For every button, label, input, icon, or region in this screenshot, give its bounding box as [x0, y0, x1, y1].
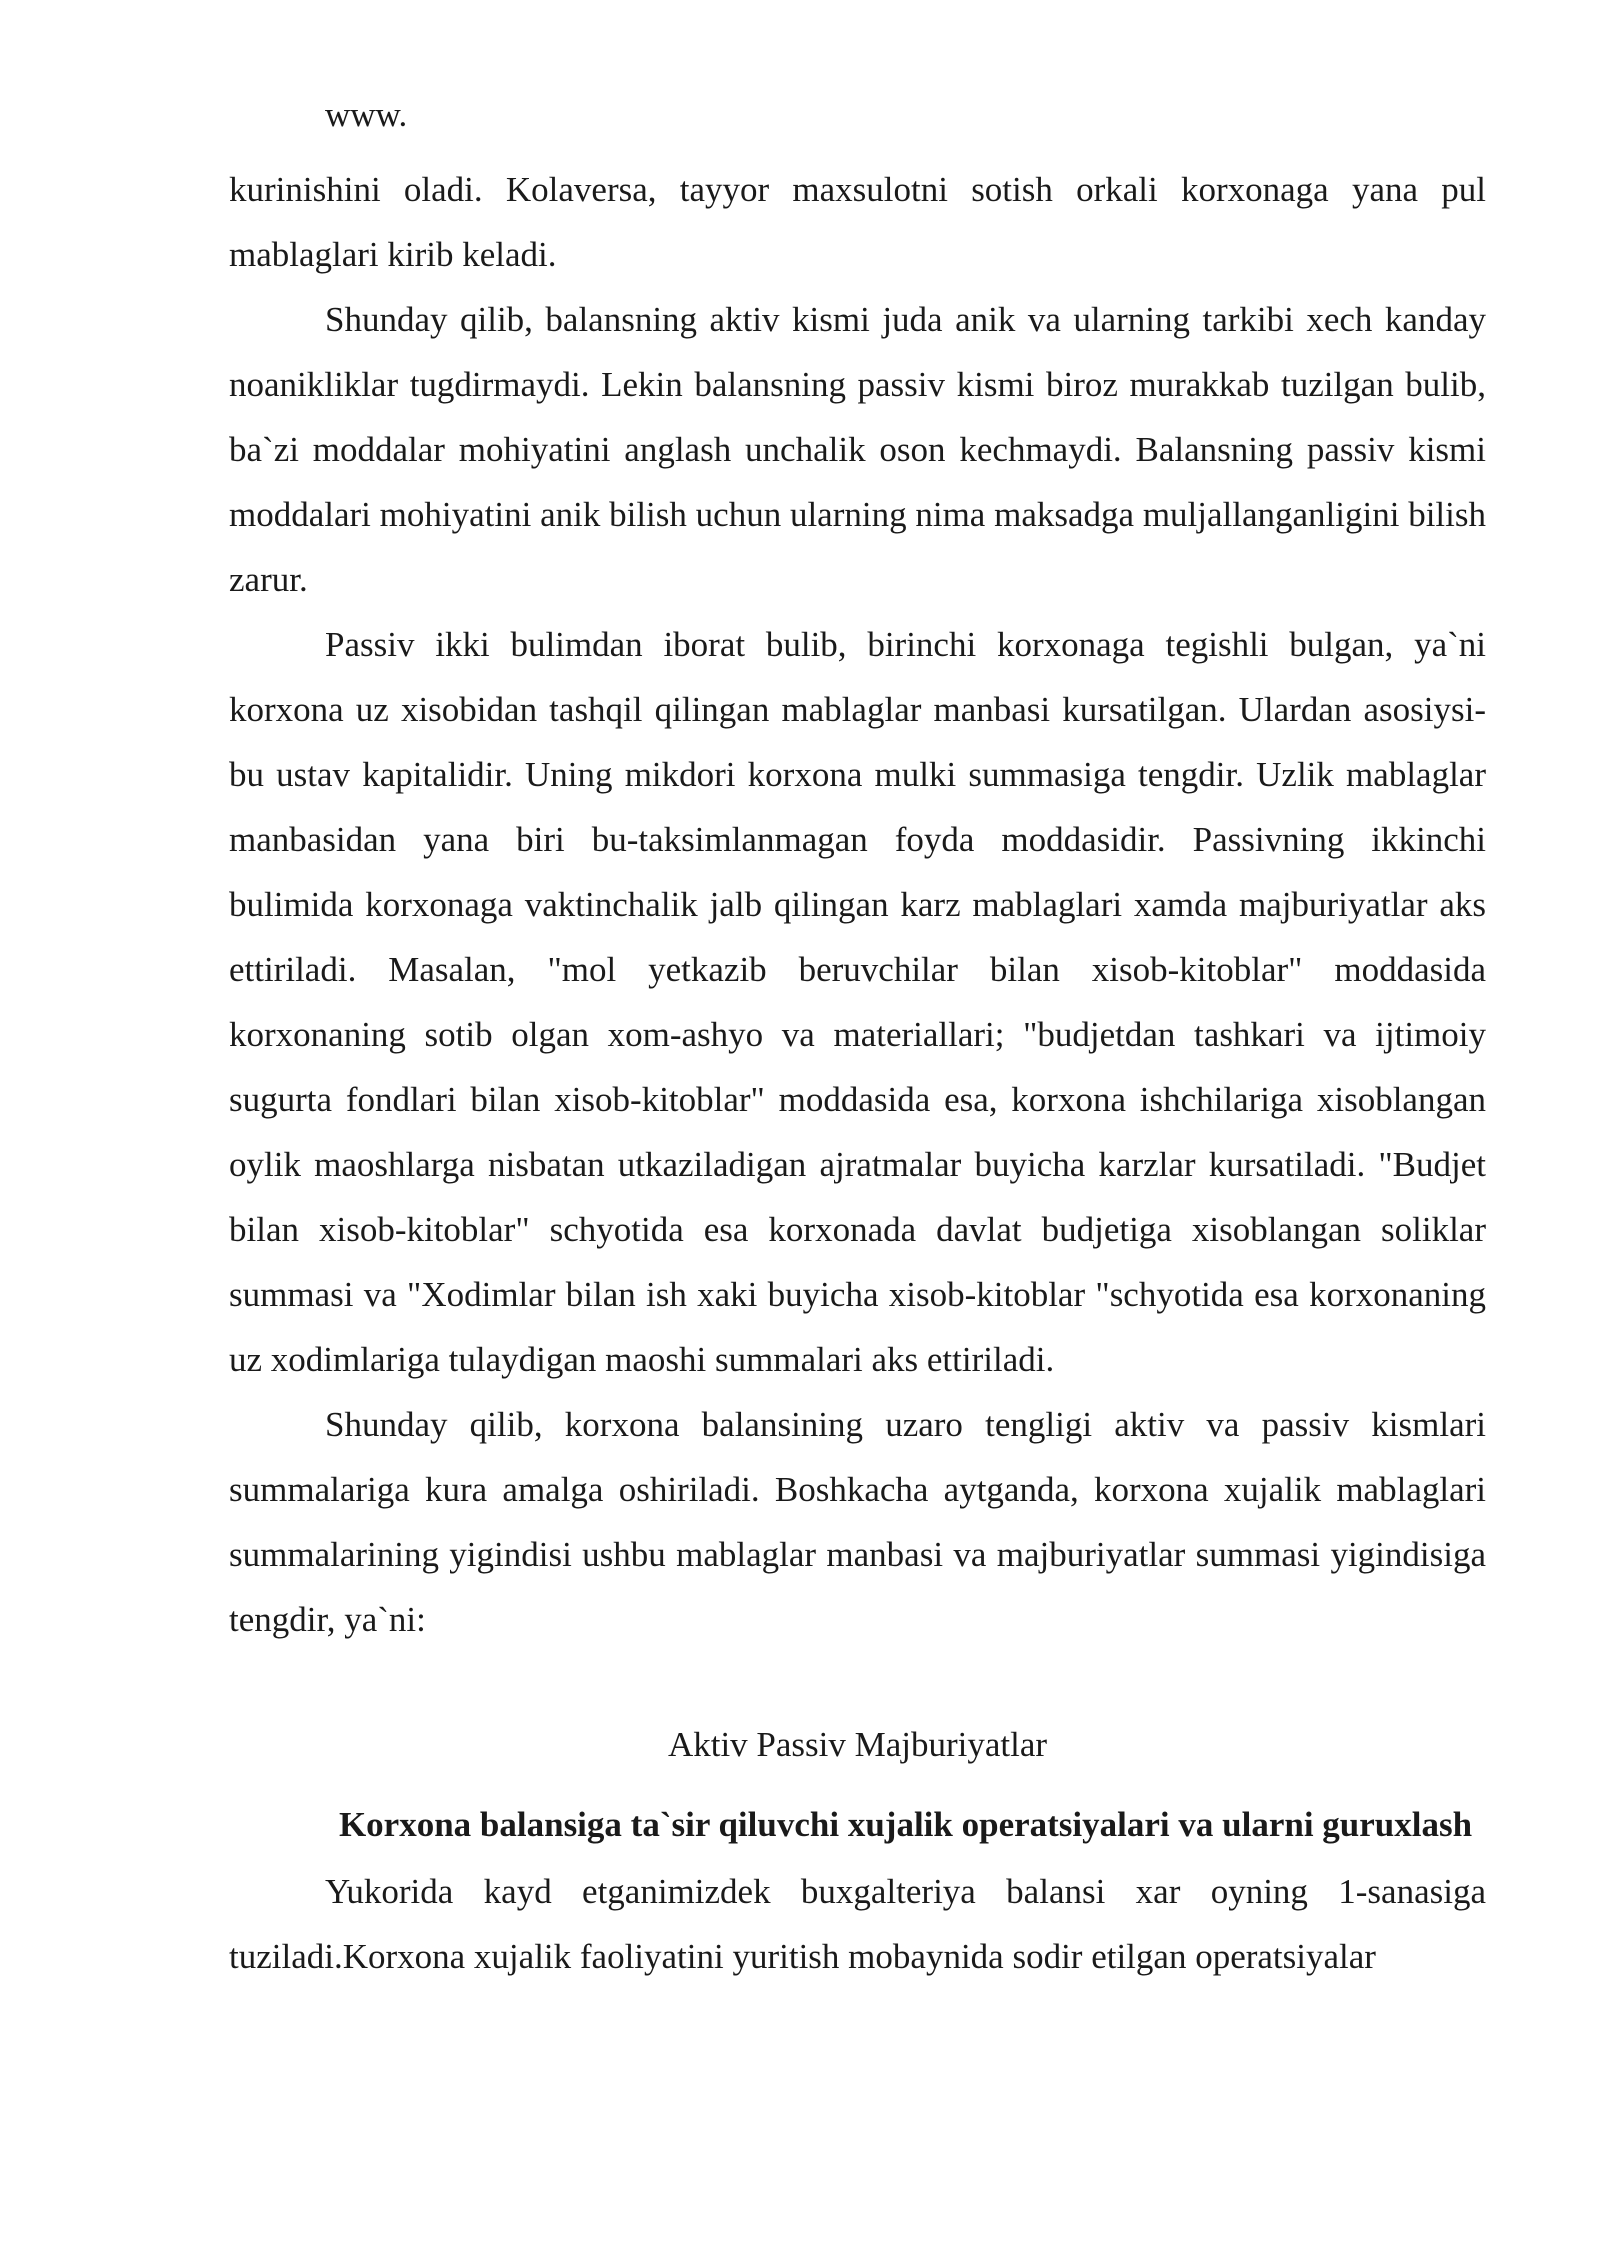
paragraph-balance-equality: Shunday qilib, korxona balansining uzaro tengligi aktiv va passiv kismlari summalariga kura amalga oshiriladi. Boshkacha aytganda, korxona xujalik mablaglari summalarining yigindisi ushbu mablaglar manbasi va majburiyatlar summasi yigindisiga tengdir, ya`ni: — [229, 1405, 1486, 1639]
paragraph-closing: Yukorida kayd etganimizdek buxgalteriya balansi xar oyning 1-sanasiga tuziladi.Korxona xujalik faoliyatini yuritish mobaynida sodir etilgan operatsiyalar — [229, 1872, 1486, 1976]
paragraph-active-part: Shunday qilib, balansning aktiv kismi juda anik va ularning tarkibi xech kanday noanikliklar tugdirmaydi. Lekin balansning passiv kismi biroz murakkab tuzilgan bulib, ba`zi moddalar mohiyatini anglash unchalik oson kechmaydi. Balansning passiv kismi moddalari mohiyatini anik bilish uchun ularning nima maksadga muljallanganligini bilish zarur. — [229, 300, 1486, 599]
paragraph-continuation: kurinishini oladi. Kolaversa, tayyor maxsulotni sotish orkali korxonaga yana pul mablaglari kirib keladi. — [229, 170, 1486, 274]
page-header-text: www. — [325, 95, 408, 134]
document-page — [229, 92, 1486, 1989]
balance-equation: Aktiv Passiv Majburiyatlar — [667, 1725, 1048, 1764]
paragraph-passive-sections: Passiv ikki bulimdan iborat bulib, birinchi korxonaga tegishli bulgan, ya`ni korxona uz xisobidan tashqil qilingan mablaglar manbasi kursatilgan. Ulardan asosiysi-bu ustav kapitalidir. Uning mikdori korxona mulki summasiga tengdir. Uzlik mablaglar manbasidan yana biri bu-taksimlanmagan foyda moddasidir. Passivning ikkinchi bulimida korxonaga vaktinchalik jalb qilingan karz mablaglari xamda majburiyatlar aks ettiriladi. Masalan, "mol yetkazib beruvchilar bilan xisob-kitoblar" moddasida korxonaning sotib olgan xom-ashyo va materiallari; "budjetdan tashkari va ijtimoiy sugurta fondlari bilan xisob-kitoblar" moddasida esa, korxona ishchilariga xisoblangan oylik maoshlarga nisbatan utkaziladigan ajratmalar buyicha karzlar kursatiladi. "Budjet bilan xisob-kitoblar" schyotida esa korxonada davlat budjetiga xisoblangan soliklar summasi va "Xodimlar bilan ish xaki buyicha xisob-kitoblar "schyotida esa korxonaning uz xodimlariga tulaydigan maoshi summalari aks ettiriladi. — [229, 625, 1486, 1379]
section-heading: Korxona balansiga ta`sir qiluvchi xujalik operatsiyalari va ularni guruxlash — [338, 1805, 1473, 1844]
